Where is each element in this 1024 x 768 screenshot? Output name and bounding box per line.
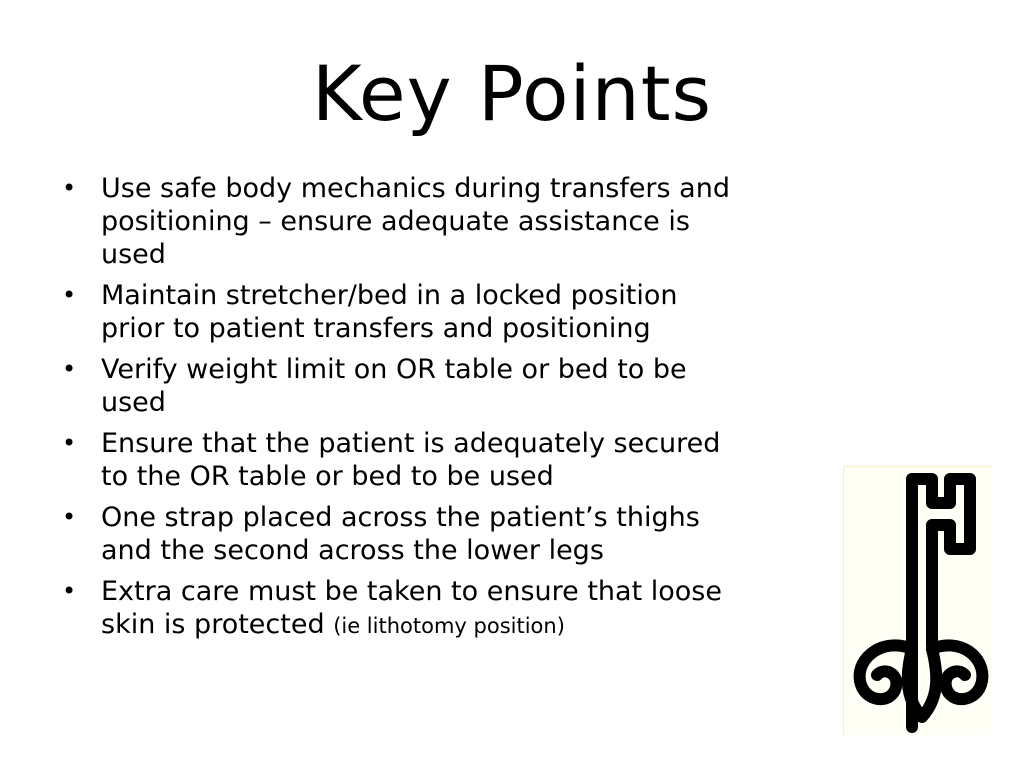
key-image	[843, 466, 992, 735]
bullet-text: used	[101, 239, 166, 270]
bullet-marker: •	[62, 355, 77, 383]
bullet-text: to the OR table or bed to be used	[101, 461, 554, 492]
bullet-text: Maintain stretcher/bed in a locked position	[101, 280, 678, 311]
bullet-text: prior to patient transfers and positioning	[101, 313, 651, 344]
bullet-item-6	[62, 575, 852, 643]
bullet-text-with-note	[101, 608, 852, 643]
bullet-marker: •	[62, 281, 77, 309]
bullet-text: used	[101, 387, 166, 418]
bullet-item-4	[62, 427, 852, 493]
bullet-text: Use safe body mechanics during transfers and	[101, 173, 730, 204]
bullet-list	[62, 172, 852, 651]
bullet-marker: •	[62, 429, 77, 457]
key-bow-center	[908, 649, 937, 717]
bullet-item-3	[62, 353, 852, 419]
bullet-item-5	[62, 501, 852, 567]
bullet-text: positioning – ensure adequate assistance is	[101, 206, 690, 237]
bullet-text: Verify weight limit on OR table or bed to be	[101, 354, 687, 385]
bullet-note: (ie lithotomy position)	[333, 614, 565, 638]
bullet-text: Ensure that the patient is adequately secured	[101, 428, 721, 459]
bullet-text: and the second across the lower legs	[101, 535, 604, 566]
bullet-text: Extra care must be taken to ensure that loose	[101, 576, 722, 607]
bullet-item-1	[62, 172, 852, 271]
bullet-item-2	[62, 279, 852, 345]
bullet-marker: •	[62, 503, 77, 531]
bullet-text: skin is protected	[101, 609, 325, 640]
bullet-marker: •	[62, 577, 77, 605]
bullet-text: One strap placed across the patient’s thighs	[101, 502, 700, 533]
slide-title: Key Points	[311, 49, 713, 138]
bullet-marker: •	[62, 174, 77, 202]
key-icon	[844, 467, 992, 735]
